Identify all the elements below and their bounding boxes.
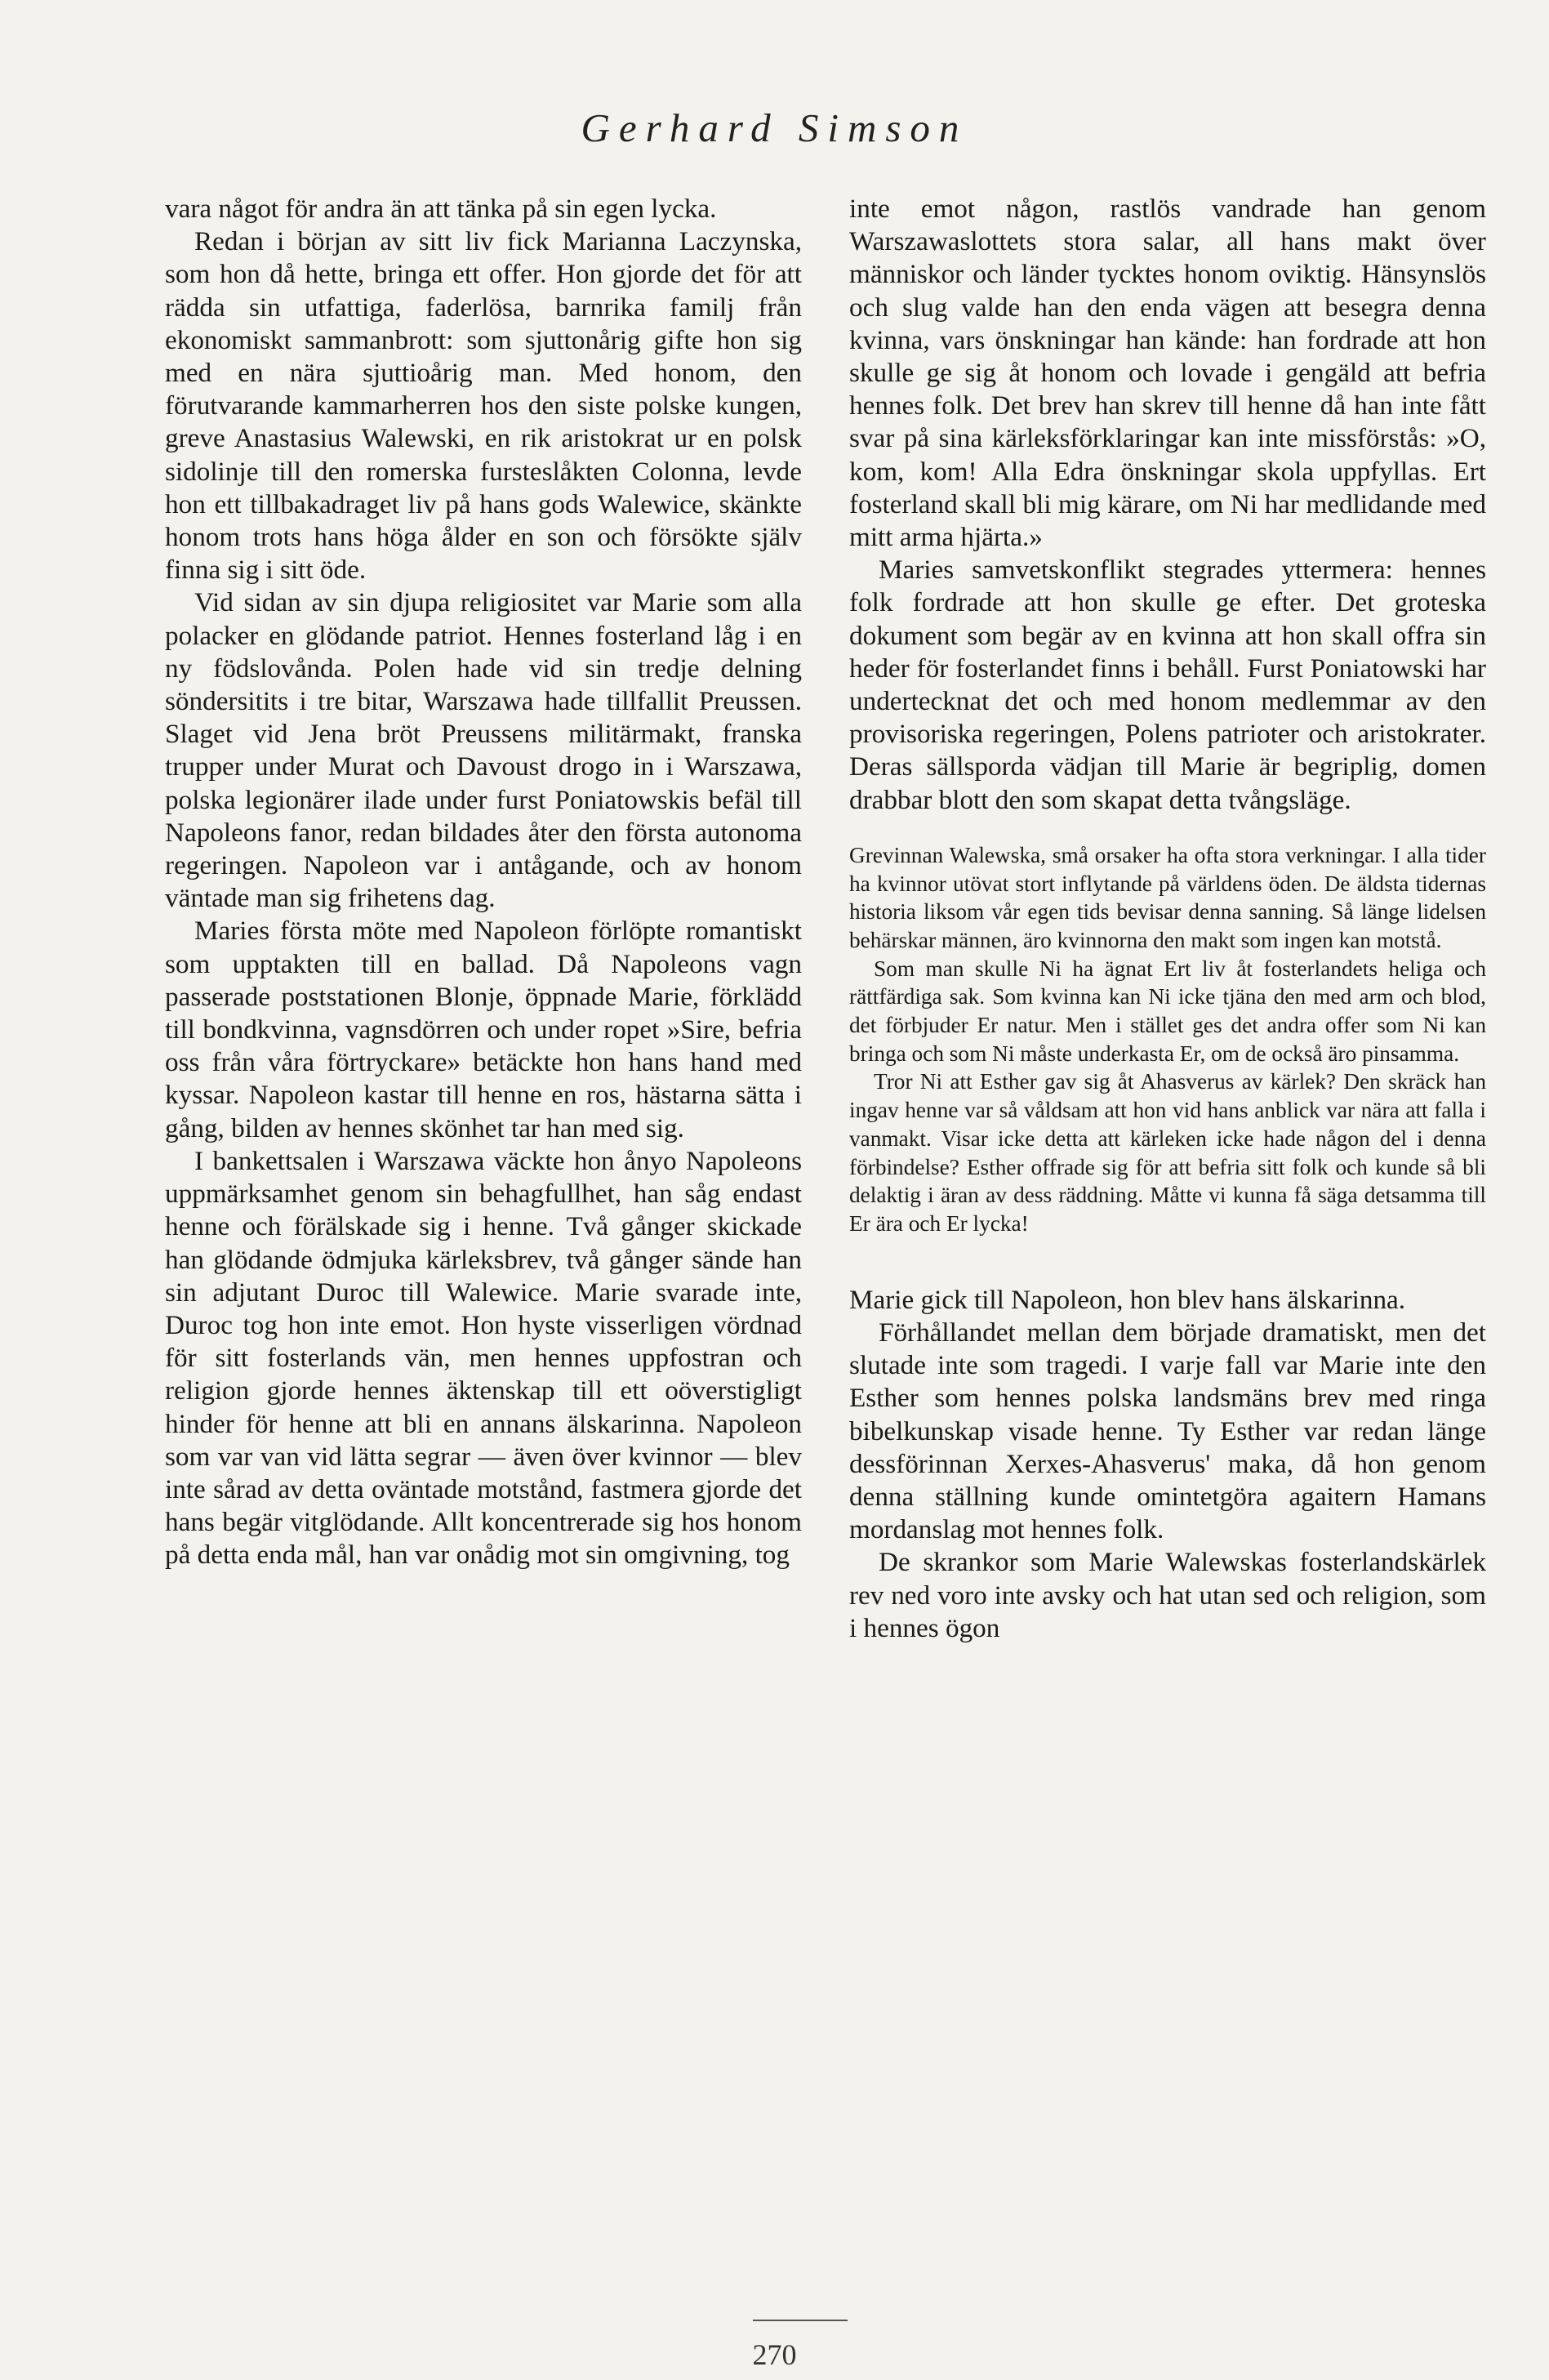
paragraph: inte emot någon, rastlös vandrade han genom Warszawaslottets stora salar, all hans makt över människor och länder tycktes honom oviktig. Hänsynslös och slug valde han den enda vägen att besegra denna kvinna, vars önskningar han kände: han fordrade att hon skulle ge sig åt honom och lovade i gengäld att befria hennes folk. Det brev han skrev till henne då han inte fått svar på sina kärleksförklaringar kan inte missförstås: »O, kom, kom! Alla Edra önskningar skola uppfyllas. Ert fosterland skall bli mig kärare, om Ni har medlidande med mitt arma hjärta.» — [849, 194, 1486, 553]
paragraph: Maries samvetskonflikt stegrades yttermera: hennes folk fordrade att hon skulle ge efter. Det groteska dokument som begär av en kvinna att hon skall offra sin heder för fosterlandet finns i behåll. Furst Poniatowski har undertecknat det och med honom medlemmar av den provisoriska regeringen, Polens patrioter och aristokrater. Deras sällsporda vädjan till Marie är begriplig, domen drabbar blott den som skapat detta tvångsläge. — [849, 555, 1486, 815]
left-column — [165, 193, 802, 1572]
paragraph: Redan i början av sitt liv fick Marianna Laczynska, som hon då hette, bringa ett offer. Hon gjorde det för att rädda sin utfattiga, faderlösa, barnrika familj från ekonomiskt sammanbrott: som sjuttonårig gifte hon sig med en nära sjuttioårig man. Med honom, den förutvarande kammarherren hos den siste polske kungen, greve Anastasius Walewski, en rik aristokrat ur en polsk sidolinje till den romerska fursteslåkten Colonna, levde hon ett tillbakadraget liv på hans gods Walewice, skänkte honom trots hans höga ålder en son och försökte själv finna sig i sitt öde. — [165, 226, 802, 586]
letter-paragraph: Som man skulle Ni ha ägnat Ert liv åt fosterlandets heliga och rättfärdiga sak. Som kvinna kan Ni icke tjäna den med arm och blod, det förbjuder Er natur. Men i stället ges det andra offer som Ni kan bringa och som Ni måste underkasta Er, om de också äro pinsamma. — [849, 956, 1486, 1066]
paragraph: Marie gick till Napoleon, hon blev hans älskarinna. — [849, 1284, 1406, 1315]
right-column — [849, 193, 1486, 1645]
quoted-letter — [849, 841, 1486, 1238]
running-title: Gerhard Simson — [581, 105, 968, 150]
paragraph: I bankettsalen i Warszawa väckte hon ånyo Napoleons uppmärksamhet genom sin behagfullhet, han såg endast henne och förälskade sig i henne. Två gånger skickade han glödande ödmjuka kärleksbrev, två gånger sände han sin adjutant Duroc till Walewice. Marie svarade inte, Duroc tog hon inte emot. Hon hyste visserligen vördnad för sitt fosterlands vän, men hennes uppfostran och religion gjorde hennes äktenskap till ett oöverstigligt hinder för henne att bli en annans älskarinna. Napoleon som var van vid lätta segrar — även över kvinnor — blev inte sårad av detta oväntade motstånd, fastmera gjorde det hans begär vitglödande. Allt koncentrerade sig hos honom på detta enda mål, han var onådig mot sin omgivning, tog — [165, 1145, 802, 1571]
paragraph: De skrankor som Marie Walewskas fosterlandskärlek rev ned voro inte avsky och hat utan sed och religion, som i hennes ögon — [849, 1547, 1486, 1643]
footer-rule — [753, 2320, 848, 2321]
paragraph: Förhållandet mellan dem började dramatiskt, men det slutade inte som tragedi. I varje fall var Marie inte den Esther som hennes polska landsmäns brev med ringa bibelkunskap visade henne. Ty Esther var redan länge dessförinnan Xerxes-Ahasverus' maka, då hon genom denna ställning kunde omintetgöra agaitern Hamans mordanslag mot hennes folk. — [849, 1317, 1486, 1545]
paragraph: Vid sidan av sin djupa religiositet var Marie som alla polacker en glödande patriot. Hennes fosterland låg i en ny födslovånda. Polen hade vid sin tredje delning söndersitits i tre bitar, Warszawa hade tillfallit Preussen. Slaget vid Jena bröt Preussens militärmakt, franska trupper under Murat och Davoust drogo in i Warszawa, polska legionärer ilade under furst Poniatowskis befäl till Napoleons fanor, redan bildades åter den första autonoma regeringen. Napoleon var i antågande, och av honom väntade man sig frihetens dag. — [165, 587, 802, 914]
paragraph: Maries första möte med Napoleon förlöpte romantiskt som upptakten till en ballad. Då Napoleons vagn passerade poststationen Blonje, öppnade Marie, förklädd till bondkvinna, vagnsdörren och under ropet »Sire, befria oss från våra förtryckare» betäckte hon hans hand med kyssar. Napoleon kastar till henne en ros, hästarna sätta i gång, bilden av hennes skönhet tar han med sig. — [165, 916, 802, 1143]
page-number: 270 — [752, 2338, 797, 2371]
letter-paragraph: Tror Ni att Esther gav sig åt Ahasverus av kärlek? Den skräck han ingav henne var så våldsam att hon vid hans anblick var nära att falla i vanmakt. Visar icke detta att kärleken icke hade någon del i denna förbindelse? Esther offrade sig för att befria sitt folk och kunde så bli delaktig i äran av dess räddning. Måtte vi kunna få säga detsamma till Er ära och Er lycka! — [849, 1069, 1486, 1236]
paragraph: vara något för andra än att tänka på sin egen lycka. — [165, 194, 717, 224]
letter-paragraph: Grevinnan Walewska, små orsaker ha ofta stora verkningar. I alla tider ha kvinnor utövat stort inflytande på världens öden. De äldsta tidernas historia liksom vår egen tids bevisar denna sanning. Så länge lidelsen behärskar männen, äro kvinnorna den makt som ingen kan motstå. — [849, 842, 1486, 952]
